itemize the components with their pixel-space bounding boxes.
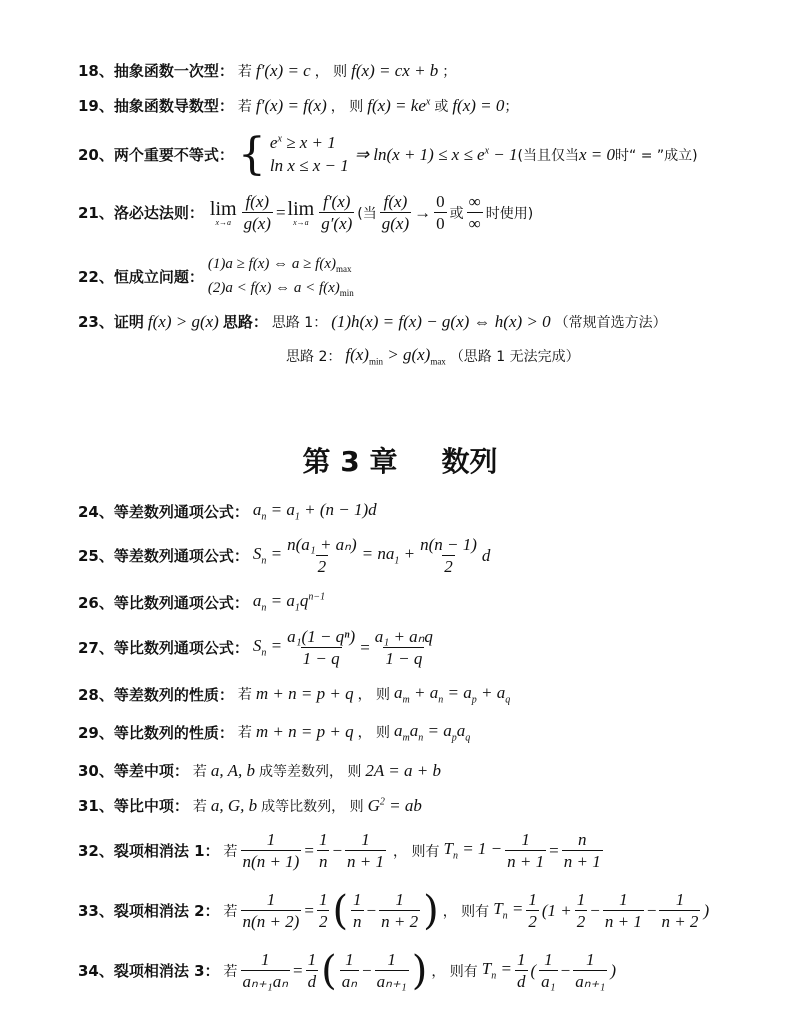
fraction: $\frac{1}{2}$ — [576, 890, 586, 931]
text: (当 — [357, 205, 377, 222]
item-title: 裂项相消法 1： — [113, 842, 220, 861]
formula-21 — [78, 192, 533, 233]
text: 或 — [449, 205, 464, 222]
item-title: 等比数列通项公式： — [113, 593, 249, 612]
item-title: 等差数列的性质： — [113, 685, 234, 704]
formula: $f(x)_{min} > g(x)_{max}$ — [345, 345, 446, 367]
fraction: $\frac{1}{\text{aₙ₊₁}}$ — [376, 950, 407, 991]
fraction: $\frac{f'(x)}{g'(x)}$ — [321, 192, 353, 233]
text: ， 则 — [314, 63, 348, 80]
formula: $S_n$ = — [252, 636, 283, 659]
fraction: $\frac{1}{d}$ — [517, 950, 526, 991]
formula-18 — [78, 60, 456, 81]
item-number: 25、 — [78, 547, 114, 566]
fraction: $\frac{\infty}{\infty}$ — [468, 192, 481, 233]
formula: $a_n = a_1 + (n - 1)d$ — [252, 500, 377, 523]
text: （常规首选方法） — [554, 314, 667, 331]
equals: = — [549, 840, 559, 860]
text: 若 — [223, 963, 238, 980]
item-title: 思路： — [222, 313, 268, 331]
fraction: $\frac{1}{2}$ — [528, 890, 537, 931]
text: 若 — [192, 798, 207, 815]
fraction: $\frac{1}{\text{aₙ}}$ — [341, 950, 357, 991]
text: ， 则有 — [442, 903, 490, 920]
text: 思路 2： — [286, 348, 342, 365]
item-title: 裂项相消法 3： — [113, 962, 220, 981]
condition-stack — [208, 252, 354, 301]
formula: a, A, b — [210, 760, 255, 780]
right-paren: ) — [411, 947, 428, 994]
item-number: 19、 — [78, 97, 114, 115]
formula: m + n = p + q — [255, 684, 354, 704]
fraction: $\frac{1}{n}$ — [353, 890, 362, 931]
fraction: $\frac{1}{n(n + 2)}$ — [242, 890, 300, 931]
left-paren: ( — [321, 947, 337, 994]
item-number: 22、 — [78, 267, 114, 286]
text: ， 则有 — [393, 843, 440, 860]
chapter-title: 数列 — [441, 445, 498, 478]
formula: ( — [530, 960, 537, 980]
item-number: 21、 — [78, 204, 114, 223]
item-number: 30、 — [78, 762, 114, 780]
item-number: 32、 — [78, 842, 114, 861]
formula: x = 0 — [578, 144, 616, 164]
condition-line-1: (1)a ≥ f(x) ⇔ $a \ge f(x)_{max}$ — [207, 256, 352, 274]
item-number: 31、 — [78, 797, 114, 815]
formula-33 — [78, 887, 710, 934]
formula-31 — [78, 795, 422, 816]
arrow: → — [414, 202, 432, 222]
condition-line-2: (2)a < f(x) ⇔ $a < f(x)_{min}$ — [207, 280, 354, 299]
subscript: max — [430, 356, 446, 367]
minus: − — [361, 960, 372, 980]
formula: f(x) > g(x) — [147, 311, 219, 331]
item-number: 34、 — [78, 962, 114, 981]
formula: 2A = a + b — [365, 760, 441, 780]
item-number: 27、 — [78, 639, 114, 658]
equals: = — [360, 637, 370, 657]
left-paren: ( — [332, 887, 349, 934]
formula: $a_n = a_1q^{n-1}$ — [252, 591, 326, 614]
item-number: 20、 — [78, 146, 114, 165]
subscript: max — [335, 264, 352, 274]
formula: f′(x) = c — [255, 60, 311, 80]
fraction: $\frac{1}{n}$ — [318, 830, 328, 871]
formula-23 — [78, 311, 667, 332]
equals: = — [292, 960, 303, 980]
equals: = — [304, 840, 314, 860]
formula: $T_n = 1$ − — [443, 839, 503, 862]
formula: $S_n$ = — [252, 544, 283, 567]
formula: f′(x) = f(x) — [255, 95, 327, 115]
formula: ) — [610, 960, 617, 980]
minus: − — [646, 900, 657, 920]
formula: f(x) = 0 — [452, 95, 505, 115]
formula-34 — [78, 947, 617, 994]
fraction: $\frac{1}{d}$ — [307, 950, 317, 991]
minus: − — [560, 960, 571, 980]
formula: m + n = p + q — [255, 722, 354, 742]
formula: ) — [703, 900, 710, 920]
formula-23-idea-2 — [286, 345, 580, 366]
formula: $a_ma_n = a_pa_q$ — [394, 721, 471, 744]
formula-22 — [78, 252, 360, 301]
chapter-number: 第 3 章 — [302, 445, 398, 478]
left-brace: { — [237, 128, 266, 180]
item-title: 洛必达法则： — [113, 204, 204, 223]
subscript: min — [368, 356, 383, 367]
formula-27 — [78, 627, 438, 668]
text: ， 则 — [357, 687, 391, 704]
text: 若 — [223, 843, 238, 860]
fraction: $\frac{n}{n + 1}$ — [563, 830, 601, 871]
formula-20 — [78, 128, 698, 180]
text: ， 则有 — [431, 963, 478, 980]
item-title: 抽象函数导数型： — [113, 97, 234, 115]
formula: = $na_1$ + — [361, 544, 416, 567]
fraction: $\frac{\text{a₁(1 − qⁿ)}}{1 - q}$ — [287, 627, 356, 668]
text: 成等差数列， 则 — [258, 763, 362, 780]
formula: d — [481, 545, 491, 565]
limit: lim x→a — [287, 197, 315, 227]
item-title: 等比数列通项公式： — [113, 639, 249, 658]
formula-32 — [78, 830, 606, 871]
formula: f(x) = cx + b — [351, 60, 439, 80]
text: 若 — [223, 903, 238, 920]
equals: = — [275, 202, 286, 222]
item-title: 裂项相消法 2： — [113, 902, 220, 921]
fraction: $\frac{f(x)}{g(x)}$ — [243, 192, 271, 233]
item-number: 26、 — [78, 593, 114, 612]
chapter-heading — [0, 440, 800, 480]
item-number: 28、 — [78, 685, 114, 704]
inequality-line-1: $e^x \ge x + 1$ — [269, 133, 336, 152]
text: 若 — [192, 763, 207, 780]
formula: a, G, b — [210, 795, 258, 815]
formula-26 — [78, 591, 325, 613]
item-title: 恒成立问题： — [113, 267, 204, 286]
fraction: $\frac{n(n - 1)}{2}$ — [420, 535, 477, 576]
formula: ⇒ $\ln(x + 1) \le x \le e^x - 1$ — [354, 144, 518, 164]
text: (当且仅当 — [517, 147, 579, 164]
fraction: $\frac{\text{a₁ + aₙq}}{1 - q}$ — [374, 627, 433, 668]
formula: $G^2$ = ab — [367, 795, 422, 815]
fraction: $\frac{1}{n + 1}$ — [347, 830, 385, 871]
formula-part: f(x) = ke — [367, 95, 426, 115]
inequality-system — [270, 132, 349, 178]
text: （思路 1 无法完成） — [449, 348, 580, 365]
fraction: $\frac{0}{0}$ — [436, 192, 445, 233]
text: 或 — [434, 98, 449, 115]
formula: $a_m + a_n = a_p + a_q$ — [394, 683, 511, 706]
item-number: 18、 — [78, 62, 114, 80]
text: 成等比数列， 则 — [261, 798, 364, 815]
text: ， 则 — [357, 725, 391, 742]
text: ； — [442, 63, 457, 80]
text: 时使用) — [485, 205, 534, 222]
superscript: x — [277, 133, 282, 145]
fraction: $\frac{1}{n + 1}$ — [604, 890, 642, 931]
fraction: $\frac{1}{n(n + 1)}$ — [242, 830, 300, 871]
minus: − — [366, 900, 377, 920]
inequality-line-2: ln x ≤ x − 1 — [269, 155, 349, 175]
item-title: 两个重要不等式： — [113, 146, 234, 165]
text: ； — [504, 98, 519, 115]
minus: − — [332, 840, 343, 860]
formula: (1 + — [541, 900, 572, 920]
text: 若 — [237, 63, 252, 80]
text: 时“ = ”成立) — [615, 147, 698, 164]
item-title: 等差中项： — [113, 762, 189, 780]
formula: $T_n$ = — [481, 959, 512, 982]
text: 若 — [237, 98, 252, 115]
formula-24 — [78, 500, 377, 522]
text: 思路 1： — [271, 314, 328, 331]
right-paren: ) — [423, 887, 439, 934]
formula-19 — [78, 95, 518, 116]
formula-25 — [78, 535, 490, 576]
minus: − — [590, 900, 600, 920]
subscript: min — [339, 288, 354, 299]
fraction: $\frac{1}{\text{a₁}}$ — [541, 950, 556, 991]
formula-30 — [78, 760, 441, 781]
item-number: 24、 — [78, 502, 114, 521]
fraction: $\frac{f(x)}{g(x)}$ — [381, 192, 410, 233]
item-title: 等比数列的性质： — [113, 723, 234, 742]
fraction: $\frac{1}{n + 2}$ — [661, 890, 699, 931]
fraction: $\frac{1}{2}$ — [318, 890, 328, 931]
formula-28 — [78, 683, 510, 705]
fraction: $\frac{1}{n + 1}$ — [507, 830, 545, 871]
equals: = — [304, 900, 314, 920]
superscript: x — [484, 145, 490, 157]
item-title: 等差数列通项公式： — [113, 502, 249, 521]
item-title: 等差数列通项公式： — [113, 547, 249, 566]
formula: (1)h(x) = f(x) − g(x) ⇔ h(x) > 0 — [331, 311, 551, 331]
text: 若 — [237, 687, 252, 704]
limit: lim x→a — [209, 197, 237, 227]
item-number: 33、 — [78, 902, 114, 921]
fraction: $\frac{\text{n(a₁ + aₙ)}}{2}$ — [287, 535, 357, 576]
item-number: 23、 — [78, 313, 114, 331]
fraction: $\frac{1}{\text{aₙ₊₁aₙ}}$ — [242, 950, 288, 991]
fraction: $\frac{1}{n + 2}$ — [381, 890, 419, 931]
item-title: 证明 — [113, 313, 144, 331]
item-title: 抽象函数一次型： — [113, 62, 234, 80]
item-title: 等比中项： — [113, 797, 189, 815]
superscript: x — [425, 95, 431, 107]
item-number: 29、 — [78, 723, 114, 742]
formula: $T_n$ = — [493, 899, 524, 922]
text: ， 则 — [330, 98, 364, 115]
text: 若 — [237, 725, 252, 742]
formula-29 — [78, 721, 470, 743]
formula — [367, 96, 430, 116]
fraction: $\frac{1}{\text{aₙ₊₁}}$ — [575, 950, 606, 991]
